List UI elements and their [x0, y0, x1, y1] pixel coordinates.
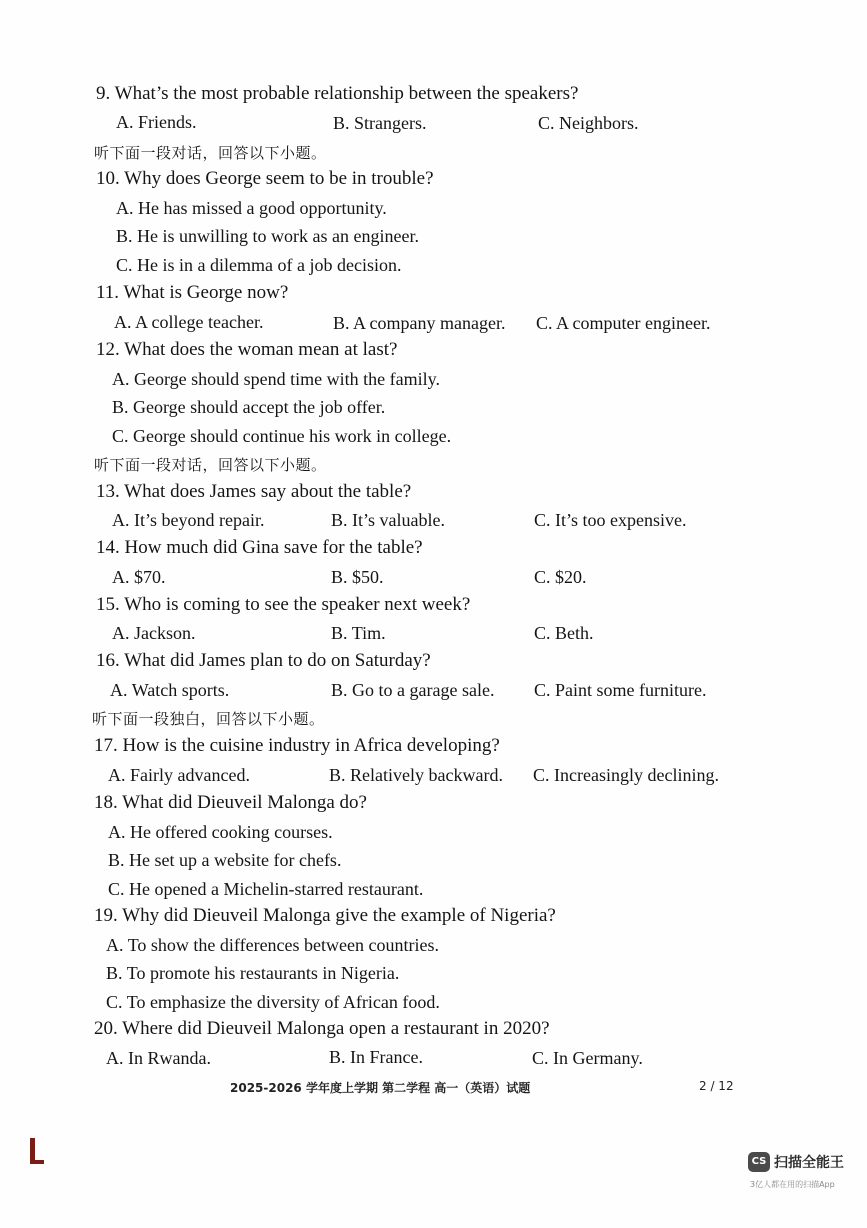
q20-option-c: C. In Germany.: [532, 1048, 643, 1068]
q14-option-b: B. $50.: [331, 567, 384, 587]
question-12: [96, 338, 397, 362]
q18-option-b: B. He set up a website for chefs.: [108, 850, 342, 870]
q11-option-c: C. A computer engineer.: [536, 313, 711, 333]
question-number: 14.: [96, 537, 120, 558]
q18-option-c: C. He opened a Michelin-starred restaurant.: [108, 879, 424, 899]
question-number: 12.: [96, 339, 120, 360]
question-number: 18.: [94, 792, 118, 813]
question-number: 16.: [96, 650, 120, 671]
question-number: 10.: [96, 168, 120, 189]
q20-option-a: A. In Rwanda.: [106, 1048, 211, 1068]
question-text: What is George now?: [123, 282, 289, 303]
q13-option-b: B. It’s valuable.: [331, 510, 445, 530]
q10-option-b: B. He is unwilling to work as an engineer.: [116, 226, 419, 246]
question-number: 15.: [96, 594, 120, 615]
q13-option-c: C. It’s too expensive.: [534, 510, 687, 530]
question-11: [96, 281, 288, 305]
q11-option-a: A. A college teacher.: [114, 312, 264, 332]
question-text: How is the cuisine industry in Africa developing?: [122, 735, 500, 756]
q12-option-c: C. George should continue his work in college.: [112, 426, 452, 446]
question-text: Why did Dieuveil Malonga give the example of Nigeria?: [122, 905, 556, 926]
q19-option-a: A. To show the differences between countries.: [106, 935, 439, 955]
question-19: [94, 904, 556, 928]
question-text: What did Dieuveil Malonga do?: [122, 792, 367, 813]
q9-option-a: A. Friends.: [116, 112, 197, 132]
question-10: [96, 167, 434, 191]
section-instruction: 听下面一段独白，回答以下小题。: [92, 710, 325, 728]
scanner-watermark: [748, 1150, 864, 1220]
q19-option-b: B. To promote his restaurants in Nigeria.: [106, 963, 400, 983]
question-18: [94, 791, 367, 815]
question-number: 17.: [94, 735, 118, 756]
q10-option-c: C. He is in a dilemma of a job decision.: [116, 255, 402, 275]
q13-option-a: A. It’s beyond repair.: [112, 510, 265, 530]
question-17: [94, 734, 500, 758]
question-13: [96, 480, 411, 504]
watermark-name: 扫描全能王: [774, 1155, 844, 1171]
q14-option-c: C. $20.: [534, 567, 587, 587]
q12-option-a: A. George should spend time with the family.: [112, 369, 440, 389]
question-number: 9.: [96, 83, 111, 104]
q18-option-a: A. He offered cooking courses.: [108, 822, 333, 842]
question-16: [96, 649, 431, 673]
q10-option-a: A. He has missed a good opportunity.: [116, 198, 387, 218]
section-instruction: 听下面一段对话，回答以下小题。: [94, 456, 327, 474]
q20-option-b: B. In France.: [329, 1047, 423, 1067]
q14-option-a: A. $70.: [112, 567, 166, 587]
q9-option-c: C. Neighbors.: [538, 113, 639, 133]
q12-option-b: B. George should accept the job offer.: [112, 397, 386, 417]
q11-option-b: B. A company manager.: [333, 313, 506, 333]
question-number: 20.: [94, 1018, 118, 1039]
q9-option-b: B. Strangers.: [333, 113, 427, 133]
q17-option-c: C. Increasingly declining.: [533, 765, 719, 785]
question-text: What does the woman mean at last?: [124, 339, 398, 360]
q16-option-a: A. Watch sports.: [110, 680, 230, 700]
question-14: [96, 536, 423, 560]
camscanner-logo-icon: CS: [748, 1152, 770, 1172]
corner-mark: [30, 1138, 35, 1164]
question-20: [94, 1017, 550, 1041]
question-number: 13.: [96, 481, 120, 502]
question-text: Why does George seem to be in trouble?: [124, 168, 434, 189]
question-text: Where did Dieuveil Malonga open a restaurant in 2020?: [122, 1018, 550, 1039]
question-number: 19.: [94, 905, 118, 926]
q17-option-b: B. Relatively backward.: [329, 765, 503, 785]
question-number: 11.: [96, 282, 120, 303]
q15-option-a: A. Jackson.: [112, 623, 196, 643]
q16-option-c: C. Paint some furniture.: [534, 680, 707, 700]
page-number: 2 / 12: [699, 1079, 734, 1093]
question-text: What’s the most probable relationship between the speakers?: [114, 83, 579, 104]
question-text: Who is coming to see the speaker next week?: [124, 594, 471, 615]
q19-option-c: C. To emphasize the diversity of African food.: [106, 992, 440, 1012]
question-text: What did James plan to do on Saturday?: [124, 650, 431, 671]
q15-option-b: B. Tim.: [331, 623, 386, 643]
question-text: What does James say about the table?: [124, 481, 412, 502]
question-text: How much did Gina save for the table?: [124, 537, 423, 558]
watermark-subtitle: 3亿人都在用的扫描App: [750, 1180, 835, 1189]
question-9: [96, 82, 578, 106]
question-15: [96, 593, 470, 617]
section-instruction: 听下面一段对话，回答以下小题。: [94, 144, 327, 162]
q17-option-a: A. Fairly advanced.: [108, 765, 250, 785]
q15-option-c: C. Beth.: [534, 623, 594, 643]
q16-option-b: B. Go to a garage sale.: [331, 680, 495, 700]
page-footer-title: 2025-2026 学年度上学期 第二学程 高一（英语）试题: [230, 1081, 531, 1095]
